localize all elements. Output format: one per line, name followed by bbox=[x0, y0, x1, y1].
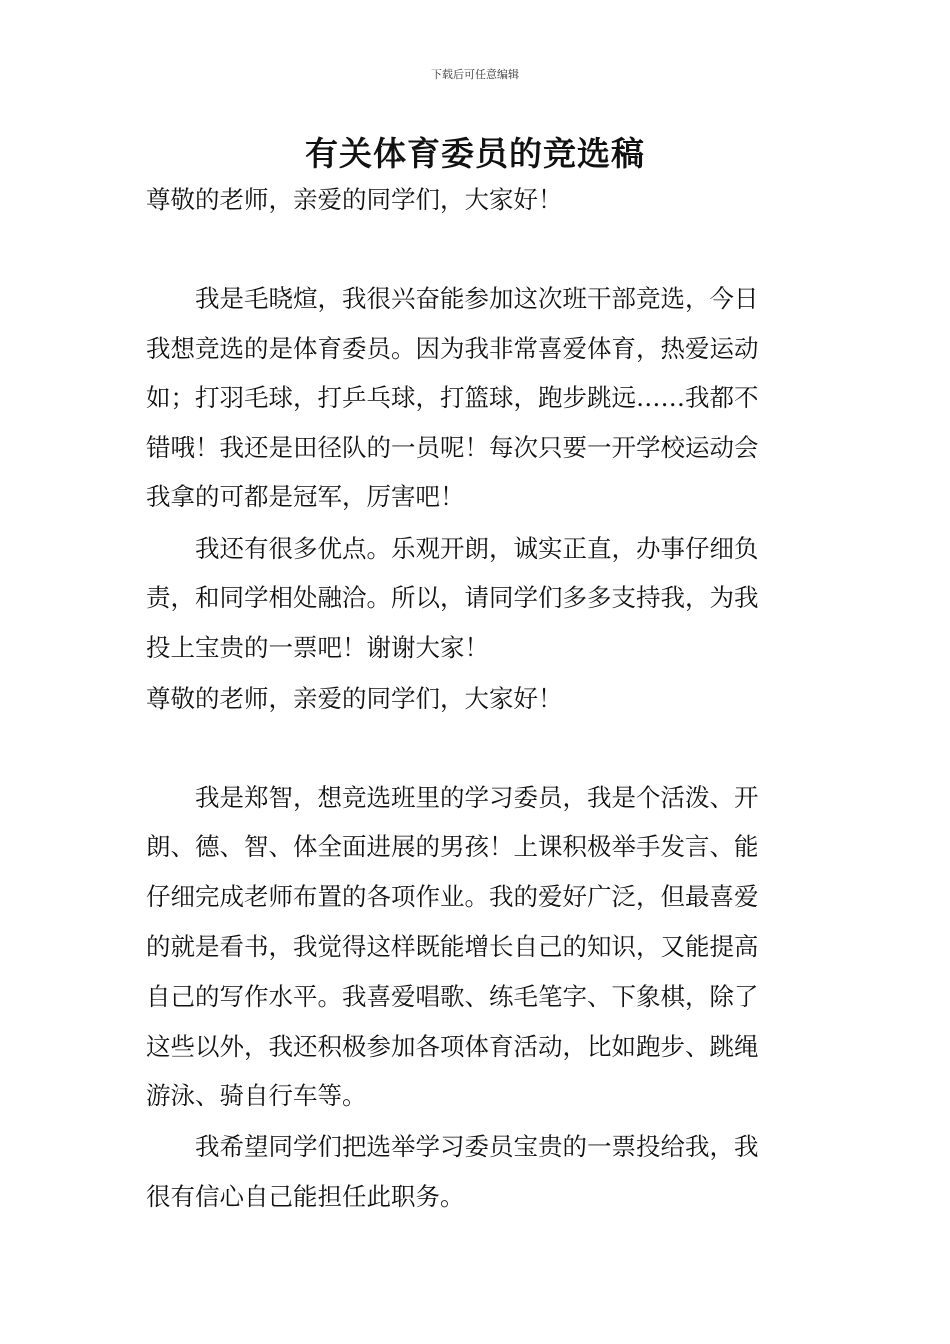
paragraph-line: 我拿的可都是冠军，厉害吧！ bbox=[146, 482, 465, 511]
greeting-line: 尊敬的老师，亲爱的同学们，大家好！ bbox=[146, 684, 563, 713]
paragraph-line: 投上宝贵的一票吧！谢谢大家！ bbox=[146, 633, 489, 662]
header-note: 下载后可任意编辑 bbox=[431, 68, 519, 81]
paragraph-line: 责，和同学相处融洽。所以，请同学们多多支持我，为我 bbox=[146, 583, 759, 612]
paragraph-line: 我想竞选的是体育委员。因为我非常喜爱体育，热爱运动 bbox=[146, 334, 759, 363]
document-title: 有关体育委员的竞选稿 bbox=[305, 134, 645, 173]
paragraph-line: 这些以外，我还积极参加各项体育活动，比如跑步、跳绳 bbox=[146, 1032, 759, 1061]
paragraph-line: 我希望同学们把选举学习委员宝贵的一票投给我，我 bbox=[146, 1132, 759, 1161]
paragraph-line: 我是毛晓煊，我很兴奋能参加这次班干部竞选，今日 bbox=[146, 284, 759, 313]
paragraph-line: 我是郑智，想竞选班里的学习委员，我是个活泼、开 bbox=[146, 783, 759, 812]
paragraph-line: 游泳、骑自行车等。 bbox=[146, 1081, 367, 1110]
paragraph-line: 我还有很多优点。乐观开朗，诚实正直，办事仔细负 bbox=[146, 534, 759, 563]
paragraph-line: 很有信心自己能担任此职务。 bbox=[146, 1182, 465, 1211]
paragraph-line: 朗、德、智、体全面进展的男孩！上课积极举手发言、能 bbox=[146, 832, 759, 861]
greeting-line: 尊敬的老师，亲爱的同学们，大家好！ bbox=[146, 185, 563, 214]
paragraph-line: 错哦！我还是田径队的一员呢！每次只要一开学校运动会 bbox=[146, 433, 759, 462]
paragraph-line: 仔细完成老师布置的各项作业。我的爱好广泛，但最喜爱 bbox=[146, 882, 759, 911]
paragraph-line: 的就是看书，我觉得这样既能增长自己的知识，又能提高 bbox=[146, 932, 759, 961]
paragraph-line: 如；打羽毛球，打乒乓球，打篮球，跑步跳远……我都不 bbox=[146, 383, 759, 412]
paragraph-line: 自己的写作水平。我喜爱唱歌、练毛笔字、下象棋，除了 bbox=[146, 982, 759, 1011]
